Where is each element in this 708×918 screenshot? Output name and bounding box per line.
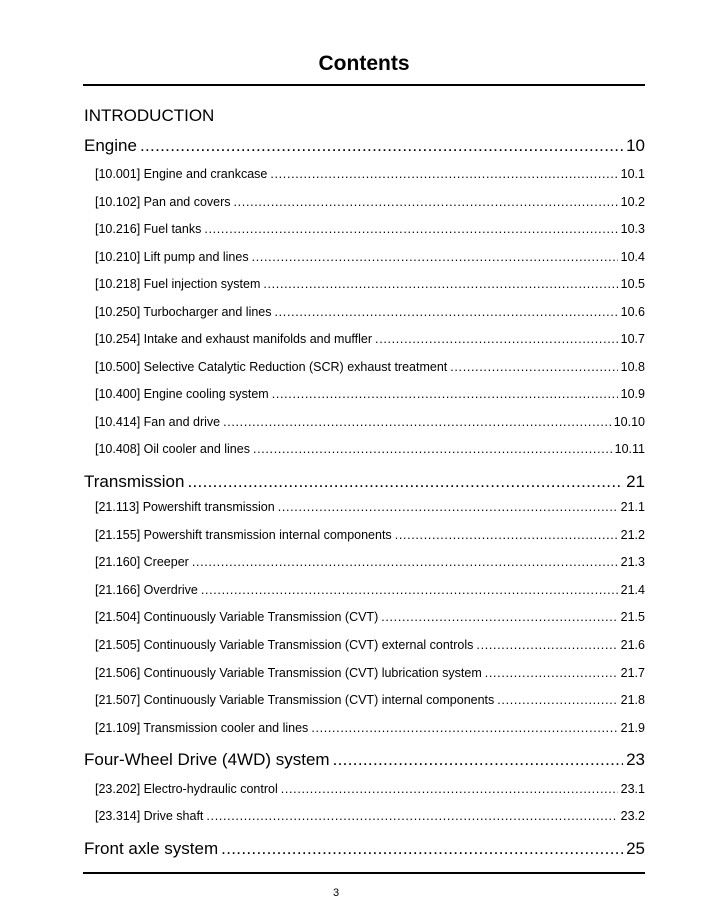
entry-label: [10.400] Engine cooling system — [95, 387, 269, 401]
top-rule — [83, 84, 645, 86]
toc-entry[interactable] — [95, 638, 645, 652]
entry-label: [21.506] Continuously Variable Transmission (CVT) lubrication system — [95, 666, 482, 680]
section-label: Engine — [84, 136, 137, 155]
entry-page: 10.9 — [620, 387, 645, 401]
leader-dots — [223, 415, 611, 429]
entry-page: 10.8 — [620, 360, 645, 374]
leader-dots — [272, 387, 618, 401]
toc-entry[interactable] — [95, 500, 645, 514]
toc-section-front-axle[interactable] — [84, 839, 645, 859]
entry-page: 10.2 — [620, 195, 645, 209]
entry-label: [10.414] Fan and drive — [95, 415, 221, 429]
entry-label: [21.109] Transmission cooler and lines — [95, 721, 309, 735]
leader-dots — [140, 136, 623, 156]
bottom-rule — [83, 872, 645, 874]
entry-label: [23.202] Electro-hydraulic control — [95, 782, 278, 796]
leader-dots — [270, 167, 617, 181]
entry-page: 23.1 — [620, 782, 645, 796]
entry-page: 10.5 — [620, 277, 645, 291]
toc-entry[interactable] — [95, 415, 645, 429]
leader-dots — [381, 610, 617, 624]
toc-entry[interactable] — [95, 222, 645, 236]
leader-dots — [476, 638, 617, 652]
toc-entry[interactable] — [95, 528, 645, 542]
section-page: 25 — [626, 839, 645, 858]
section-label: Front axle system — [84, 839, 219, 858]
toc-entry[interactable] — [95, 250, 645, 264]
toc-entry[interactable] — [95, 809, 645, 823]
entry-label: [10.001] Engine and crankcase — [95, 167, 268, 181]
entry-page: 21.5 — [620, 610, 645, 624]
leader-dots — [221, 839, 623, 859]
toc-entry[interactable] — [95, 305, 645, 319]
leader-dots — [395, 528, 618, 542]
entry-page: 10.4 — [620, 250, 645, 264]
entry-page: 10.1 — [620, 167, 645, 181]
toc-section-4wd[interactable] — [84, 750, 645, 770]
toc-entry[interactable] — [95, 666, 645, 680]
entry-page: 21.3 — [620, 555, 645, 569]
entry-label: [21.113] Powershift transmission — [95, 500, 275, 514]
entry-page: 10.11 — [614, 442, 645, 456]
toc-entry[interactable] — [95, 332, 645, 346]
toc-entry[interactable] — [95, 277, 645, 291]
entry-page: 21.2 — [620, 528, 645, 542]
entry-page: 23.2 — [620, 809, 645, 823]
entry-label: [23.314] Drive shaft — [95, 809, 204, 823]
toc-introduction[interactable]: INTRODUCTION — [84, 106, 215, 125]
leader-dots — [278, 500, 618, 514]
entry-page: 10.7 — [620, 332, 645, 346]
leader-dots — [333, 750, 623, 770]
leader-dots — [253, 442, 612, 456]
entry-label: [21.505] Continuously Variable Transmission (CVT) external controls — [95, 638, 474, 652]
leader-dots — [201, 583, 618, 597]
toc-entry[interactable] — [95, 442, 645, 456]
leader-dots — [187, 472, 623, 492]
entry-label: [10.500] Selective Catalytic Reduction (SCR) exhaust treatment — [95, 360, 448, 374]
entry-page: 21.1 — [620, 500, 645, 514]
entry-page: 21.6 — [620, 638, 645, 652]
toc-entry[interactable] — [95, 693, 645, 707]
toc-entry[interactable] — [95, 387, 645, 401]
toc-entry[interactable] — [95, 195, 645, 209]
entry-label: [10.254] Intake and exhaust manifolds and muffler — [95, 332, 373, 346]
leader-dots — [263, 277, 617, 291]
entry-label: [21.507] Continuously Variable Transmission (CVT) internal components — [95, 693, 495, 707]
leader-dots — [275, 305, 618, 319]
entry-label: [10.102] Pan and covers — [95, 195, 231, 209]
leader-dots — [375, 332, 618, 346]
toc-entry[interactable] — [95, 721, 645, 735]
section-page: 10 — [626, 136, 645, 155]
section-page: 23 — [626, 750, 645, 769]
section-label: Four-Wheel Drive (4WD) system — [84, 750, 330, 769]
leader-dots — [311, 721, 617, 735]
entry-label: [21.160] Creeper — [95, 555, 189, 569]
entry-page: 21.4 — [620, 583, 645, 597]
entry-label: [10.218] Fuel injection system — [95, 277, 261, 291]
section-label: Transmission — [84, 472, 185, 491]
toc-section-engine[interactable] — [84, 136, 645, 156]
entry-label: [10.250] Turbocharger and lines — [95, 305, 272, 319]
entry-page: 21.7 — [620, 666, 645, 680]
entry-page: 10.10 — [613, 415, 645, 429]
toc-entry[interactable] — [95, 167, 645, 181]
page-title: Contents — [318, 52, 410, 75]
entry-label: [10.210] Lift pump and lines — [95, 250, 249, 264]
toc-entry[interactable] — [95, 360, 645, 374]
toc-entry[interactable] — [95, 610, 645, 624]
entry-label: [10.216] Fuel tanks — [95, 222, 202, 236]
entry-page: 21.9 — [620, 721, 645, 735]
entry-label: [10.408] Oil cooler and lines — [95, 442, 250, 456]
entry-label: [21.155] Powershift transmission internal components — [95, 528, 392, 542]
leader-dots — [206, 809, 617, 823]
page-number: 3 — [332, 887, 340, 899]
leader-dots — [281, 782, 618, 796]
toc-entry[interactable] — [95, 555, 645, 569]
toc-section-transmission[interactable] — [84, 472, 645, 492]
leader-dots — [204, 222, 617, 236]
toc-entry[interactable] — [95, 782, 645, 796]
entry-page: 21.8 — [620, 693, 645, 707]
section-page: 21 — [626, 472, 645, 491]
entry-page: 10.3 — [620, 222, 645, 236]
toc-entry[interactable] — [95, 583, 645, 597]
entry-page: 10.6 — [620, 305, 645, 319]
entry-label: [21.166] Overdrive — [95, 583, 198, 597]
leader-dots — [485, 666, 618, 680]
leader-dots — [234, 195, 618, 209]
leader-dots — [252, 250, 618, 264]
leader-dots — [450, 360, 617, 374]
leader-dots — [192, 555, 618, 569]
entry-label: [21.504] Continuously Variable Transmission (CVT) — [95, 610, 379, 624]
leader-dots — [497, 693, 617, 707]
